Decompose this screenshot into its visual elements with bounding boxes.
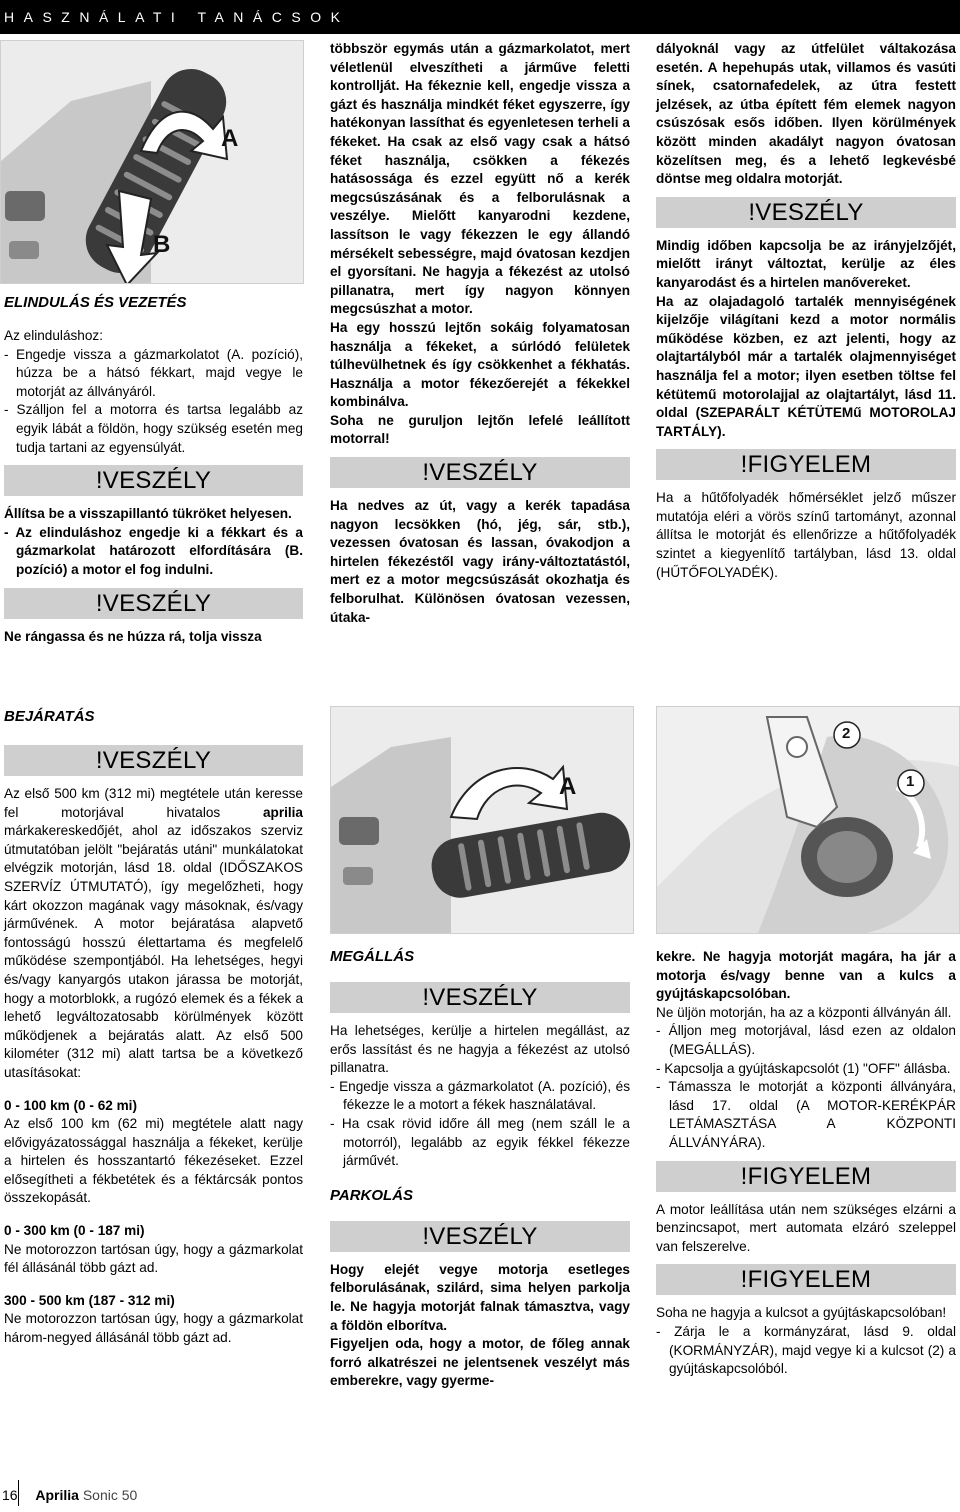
warning-banner: !VESZÉLY bbox=[330, 457, 630, 488]
list-item: - Támassza le motorját a központi állványára, lásd 17. oldal (A MOTOR-KERÉKPÁR LETÁMASZTÁSA A KÖZPONTI ÁLLVÁNYÁRA). bbox=[656, 1079, 956, 1150]
throttle-grip-photo-2 bbox=[330, 706, 634, 934]
list-item: - Zárja le a kormányzárat, lásd 9. oldal (KORMÁNYZÁR), majd vegye ki a kulcsot (2) a gyújtáskapcsolóból. bbox=[656, 1323, 956, 1377]
subheading: 0 - 100 km (0 - 62 mi) bbox=[4, 1097, 137, 1113]
footer-brand: Aprilia bbox=[35, 1487, 79, 1503]
subheading: 0 - 300 km (0 - 187 mi) bbox=[4, 1223, 145, 1239]
figure-label-1: 1 bbox=[906, 773, 915, 790]
col1-bottom bbox=[4, 745, 303, 1348]
brand-name: aprilia bbox=[262, 804, 303, 820]
paragraph: kekre. Ne hagyja motorját magára, ha jár a motorja és/vagy benne van a kulcs a gyújtáskapcsolóban. bbox=[656, 949, 956, 1002]
list-item: - Engedje vissza a gázmarkolatot (A. pozíció), és fékezze le a motort a fékek használatával. bbox=[330, 1078, 630, 1113]
section-title-elindulas: ELINDULÁS ÉS VEZETÉS bbox=[4, 294, 187, 311]
paragraph: Az első 100 km (62 mi) megtétele alatt nagy elővigyázatossággal használja a fékeket, kerülje a hirtelen és hosszantartó fékezéseket. Ezzel elősegítheti a fékbetétek és a féktárcsák pontos összekopását. bbox=[4, 1116, 303, 1206]
notice-banner: !FIGYELEM bbox=[656, 449, 956, 480]
warning-banner: !VESZÉLY bbox=[656, 197, 956, 228]
warning-banner: !VESZÉLY bbox=[4, 588, 303, 619]
section-title-megallas: MEGÁLLÁS bbox=[330, 948, 415, 965]
list-item: - Engedje vissza a gázmarkolatot (A. pozíció), húzza be a hátsó fékkart, majd vegye le motorját az állványáról. bbox=[4, 346, 303, 399]
paragraph: Figyeljen oda, hogy a motor, de főleg annak forró alkatrészei ne jelentsenek veszélyt más emberekre, vagy gyerme- bbox=[330, 1336, 630, 1389]
paragraph: dályoknál vagy az útfelület váltakozása esetén. A hepehupás utak, villamos és vasúti sínek, csatornafedelek, az útra festett jelzések, az útba épített fém elemek nagyon csúszósak esős időben. Ilyen körülmények között minden akadályt nagyon óvatosan közelítsen meg, és a lehető legkevésbé döntse meg oldalra motorját. bbox=[656, 41, 956, 187]
section-title-parkolas: PARKOLÁS bbox=[330, 1186, 414, 1204]
warning-banner: !VESZÉLY bbox=[4, 465, 303, 496]
col3-top bbox=[656, 40, 956, 582]
page-footer bbox=[2, 1487, 137, 1503]
list-item: - Álljon meg motorjával, lásd ezen az oldalon (MEGÁLLÁS). bbox=[656, 1023, 956, 1057]
ignition-key-illustration bbox=[657, 707, 960, 934]
ignition-key-photo bbox=[656, 706, 960, 934]
paragraph: Soha ne hagyja a kulcsot a gyújtáskapcsolóban! bbox=[656, 1305, 947, 1321]
notice-banner: !FIGYELEM bbox=[656, 1264, 956, 1295]
paragraph: Soha ne guruljon lejtőn lefelé leállított motorral! bbox=[330, 412, 630, 447]
subheading: 300 - 500 km (187 - 312 mi) bbox=[4, 1292, 175, 1308]
notice-banner: !FIGYELEM bbox=[656, 1161, 956, 1192]
paragraph: Ne üljön motorján, ha az a központi állványán áll. bbox=[656, 1004, 952, 1020]
page-header: HASZNÁLATI TANÁCSOK bbox=[0, 0, 960, 34]
col1-top bbox=[4, 294, 303, 646]
col2-top bbox=[330, 40, 630, 627]
paragraph: Ha egy hosszú lejtőn sokáig folyamatosan használja a fékeket, a súrlódó felületek túlhevülhetnek és így csökkenhet a fékhatás. Használja a motor fékezőerejét a fékekkel kombinálva. bbox=[330, 319, 630, 410]
list-item: - Ha csak rövid időre áll meg (nem száll le a motorról), legalább az egyik fékkel fékezze járművét. bbox=[330, 1115, 630, 1169]
figure-label-a2: A bbox=[559, 773, 577, 800]
paragraph: többször egymás után a gázmarkolatot, mert véletlenül elveszítheti a járműve feletti kontrollját. Ha fékeznie kell, engedje vissza a gázt és használja mindkét féket egyszerre, így hatékonyan lassíthat és egyenletesen terheli a fékeket. Ha csak az első vagy csak a hátsó féket használja, csökken a fékezés hatásossága és ezzel együtt nő a kerék megcsúszásának és a felborulásnak a veszélye. Mielőtt kanyarodni kezdene, lassítson le vagy fékezzen le egy állandó mérsékelt sebességre, majd óvatosan kezdjen el gyorsítani. Ne hagyja a fékezést az utolsó pillanatra, mert így nagyon könnyen megcsúszhat a motor. bbox=[330, 41, 630, 317]
paragraph: Ha a hűtőfolyadék hőmérséklet jelző műszer mutatója eléri a vörös színű tartományt, azonnal állítsa le motorját és ellenőrizze a hűtőfolyadék szintet a kiegyenlítő tartályban, lásd 13. oldal (HŰTŐFOLYADÉK). bbox=[656, 490, 956, 580]
col3-bottom bbox=[656, 948, 956, 1379]
figure-label-a: A bbox=[221, 125, 239, 152]
footer-model: Sonic 50 bbox=[82, 1487, 138, 1503]
warning-text: Állítsa be a visszapillantó tükröket helyesen. bbox=[4, 506, 292, 522]
warning-text: Ne rángassa és ne húzza rá, tolja vissza bbox=[4, 628, 262, 644]
col2-bottom bbox=[330, 948, 630, 1391]
paragraph: Ha lehetséges, kerülje a hirtelen megállást, az erős lassítást és ne hagyja a fékezést az utolsó pillanatra. bbox=[330, 1023, 630, 1076]
list-item: - Az elinduláshoz engedje ki a fékkart és a gázmarkolat határozott elfordítására (B. pozíció) a motor el fog indulni. bbox=[4, 524, 303, 577]
warning-banner: !VESZÉLY bbox=[330, 982, 630, 1013]
paragraph: Ne motorozzon tartósan úgy, hogy a gázmarkolat fél állásánál több gázt ad. bbox=[4, 1241, 303, 1276]
paragraph: Ha az olajadagoló tartalék mennyiségének kijelzője világítani kezd a motor normális működése közben, ez azt jelenti, hogy az olajtartályból már a tartalék olajmennyiséget használja fel a motor; ilyen esetben töltse fel kétütemű motorolajjal az olajtartályt, lásd 11. oldal (SZEPARÁLT KÉTÜTEMű MOTOROLAJ TARTÁLY). bbox=[656, 293, 956, 439]
intro-text: Az elinduláshoz: bbox=[4, 328, 103, 343]
paragraph: Mindig időben kapcsolja be az irányjelzőjét, mielőtt irányt változtat, kerülje az éles kanyarodást és a hirtelen manővereket. bbox=[656, 237, 956, 290]
warning-banner: !VESZÉLY bbox=[330, 1221, 630, 1252]
paragraph: Hogy elejét vegye motorja esetleges felborulásának, szilárd, sima helyen parkolja le. Ne hagyja motorját falnak támasztva, vagy a földön elborítva. bbox=[330, 1261, 630, 1333]
warning-banner: !VESZÉLY bbox=[4, 745, 303, 776]
section-title-bejaratas: BEJÁRATÁS bbox=[4, 708, 95, 725]
paragraph: Ha nedves az út, vagy a kerék tapadása nagyon lecsökken (hó, jég, sár, stb.), vezessen óvatosan és lassan, óvakodjon a hirtelen fékezéstől vagy irány-változtatástól, mert ez a motor megcsúszását okozhatja és felborulhat. Különösen óvatosan vezessen, útaka- bbox=[330, 498, 630, 625]
list-item: - Kapcsolja a gyújtáskapcsolót (1) "OFF" állásba. bbox=[656, 1060, 951, 1076]
figure-label-b: B bbox=[153, 231, 171, 258]
paragraph: A motor leállítása után nem szükséges elzárni a benzincsapot, mert automata elzáró szeleppel van felszerelve. bbox=[656, 1201, 956, 1254]
paragraph: Az első 500 km (312 mi) megtétele után keresse fel motorjával hivatalos aprilia márkakereskedőjét, ahol az időszakos szerviz útmutatóban jelölt "bejáratás utáni" munkálatokat elvégzik motorján, lásd 18. oldal (IDŐSZAKOS SZERVÍZ ÚTMUTATÓ), így megelőzheti, hogy kárt okozzon magának vagy másoknak, és/vagy járművének. A motor bejáratása alapvető fontosságú hosszú élettartama és megfelelő működése szempontjából. Ha lehetséges, hegyi és/vagy kanyargós utakon járassa be motorját, hogy a motorblokk, a rugózó elemek és a fékek a lehető legváltozatosabb körülmények között működjenek a bejáratás alatt. Az első 500 kilométer (312 mi) alatt tartsa be a következő utasításokat: bbox=[4, 786, 303, 1080]
throttle-grip-illustration-2 bbox=[331, 707, 634, 934]
throttle-grip-photo bbox=[0, 40, 304, 284]
list-item: - Szálljon fel a motorra és tartsa legalább az egyik lábát a földön, hogy szükség esetén meg tudja tartani az egyensúlyát. bbox=[4, 402, 303, 455]
page-number: 16 bbox=[2, 1487, 18, 1503]
figure-label-2: 2 bbox=[842, 725, 851, 742]
paragraph: Ne motorozzon tartósan úgy, hogy a gázmarkolat három-negyed állásánál több gázt ad. bbox=[4, 1311, 303, 1346]
